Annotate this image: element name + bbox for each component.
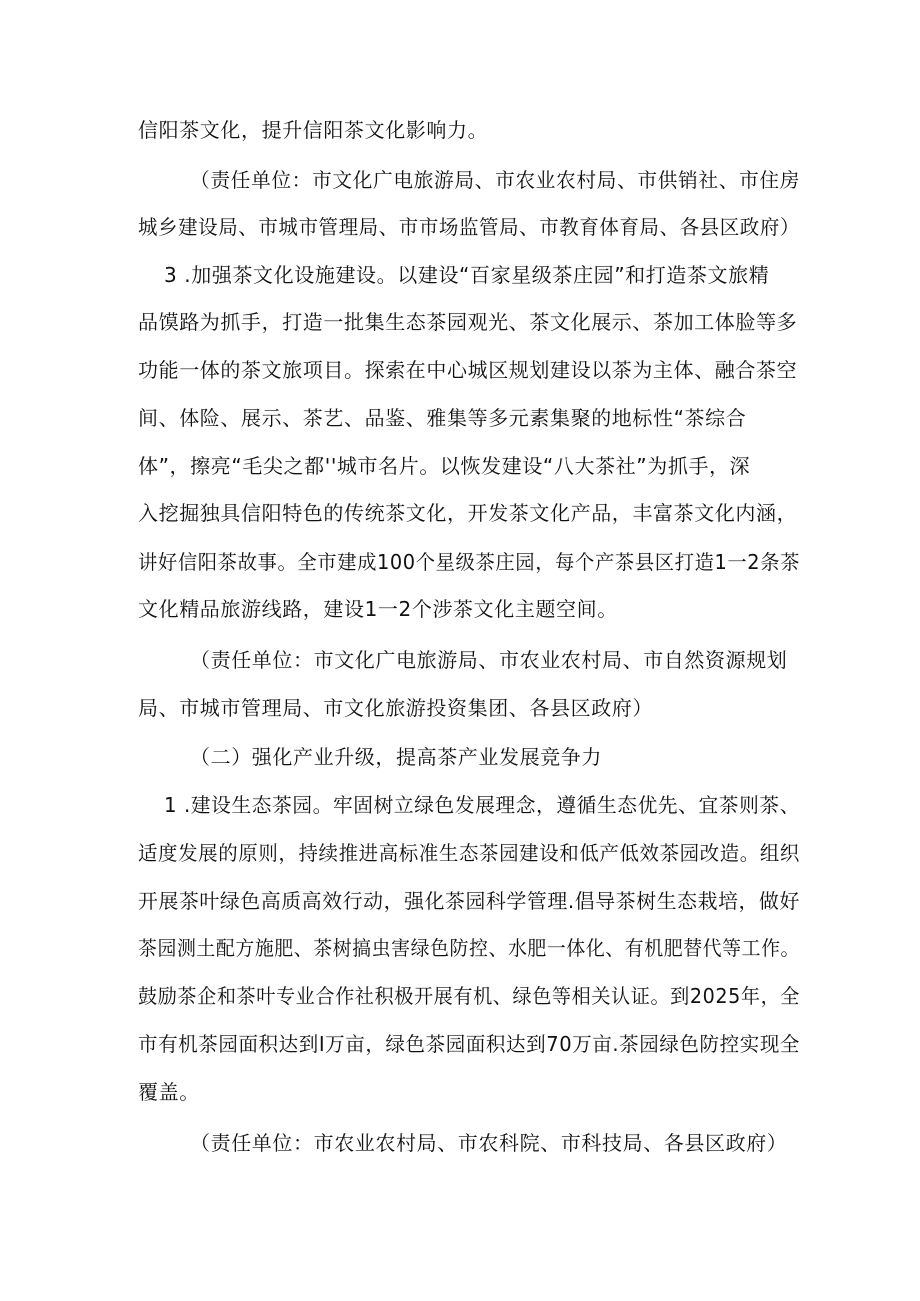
text-line: （责任单位：市文化广电旅游局、市农业农村局、市自然资源规划 <box>190 648 788 672</box>
text-line: 3 .加强茶文化设施建设。以建设“百家星级茶庄园”和打造茶文旅精 <box>164 263 770 287</box>
text-line: （责任单位：市农业农村局、市农科院、市科技局、各县区政府） <box>190 1131 788 1155</box>
text-line: 品馍路为抓手，打造一批集生态茶园观光、茶文化展示、茶加工体脸等多 <box>138 310 798 334</box>
text-line: 入挖掘独具信阳特色的传统茶文化，开发茶文化产品，丰富茶文化内涵， <box>138 501 798 525</box>
text-line: 适度发展的原则，持续推进高标准生态茶园建设和低产低效茶园改造。组织 <box>138 841 801 865</box>
text-line: 文化精品旅游线路，建设1一2个涉茶文化主题空间。 <box>138 597 618 621</box>
text-line: 城乡建设局、市城市管理局、市市场监管局、市教育体育局、各县区政府） <box>138 215 801 239</box>
text-line: 茶园测土配方施肥、茶树搞虫害绿色防控、水肥一体化、有机肥替代等工作。 <box>138 936 801 960</box>
text-line: 信阳茶文化，提升信阳茶文化影响力。 <box>138 118 489 142</box>
text-line: 间、体险、展示、茶艺、品鉴、雅集等多元素集聚的地标性“茶综合 <box>138 406 747 430</box>
text-line: 覆盖。 <box>138 1080 200 1104</box>
text-line: （责任单位：市文化广电旅游局、市农业农村局、市供销社、市住房 <box>190 168 801 192</box>
text-line: 讲好信阳茶故事。全市建成100个星级茶庄园，每个产茶县区打造1一2条茶 <box>138 550 801 574</box>
text-line: 鼓励茶企和茶叶专业合作社积极开展有机、绿色等相关认证。到2025年，全 <box>138 984 801 1008</box>
text-line: 1 .建设生态茶园。牢固树立绿色发展理念，遵循生态优先、宜茶则茶、 <box>164 793 801 817</box>
text-line: 体”，擦亮“毛尖之都''城市名片。以恢发建设“八大茶社”为抓手，深 <box>138 454 751 478</box>
text-line: 开展茶叶绿色高质高效行动，强化茶园科学管理.倡导茶树生态栽培，做好 <box>138 889 800 913</box>
section-heading: （二）强化产业升级，提高茶产业发展竞争力 <box>190 745 602 769</box>
text-line: 局、市城市管理局、市文化旅游投资集团、各县区政府） <box>138 696 653 720</box>
text-line: 功能一体的茶文旅项目。探索在中心城区规划建设以茶为主体、融合茶空 <box>138 358 798 382</box>
text-line: 市有机茶园面积达到I万亩，绿色茶园面积达到70万亩.茶园绿色防控实现全 <box>138 1032 801 1056</box>
